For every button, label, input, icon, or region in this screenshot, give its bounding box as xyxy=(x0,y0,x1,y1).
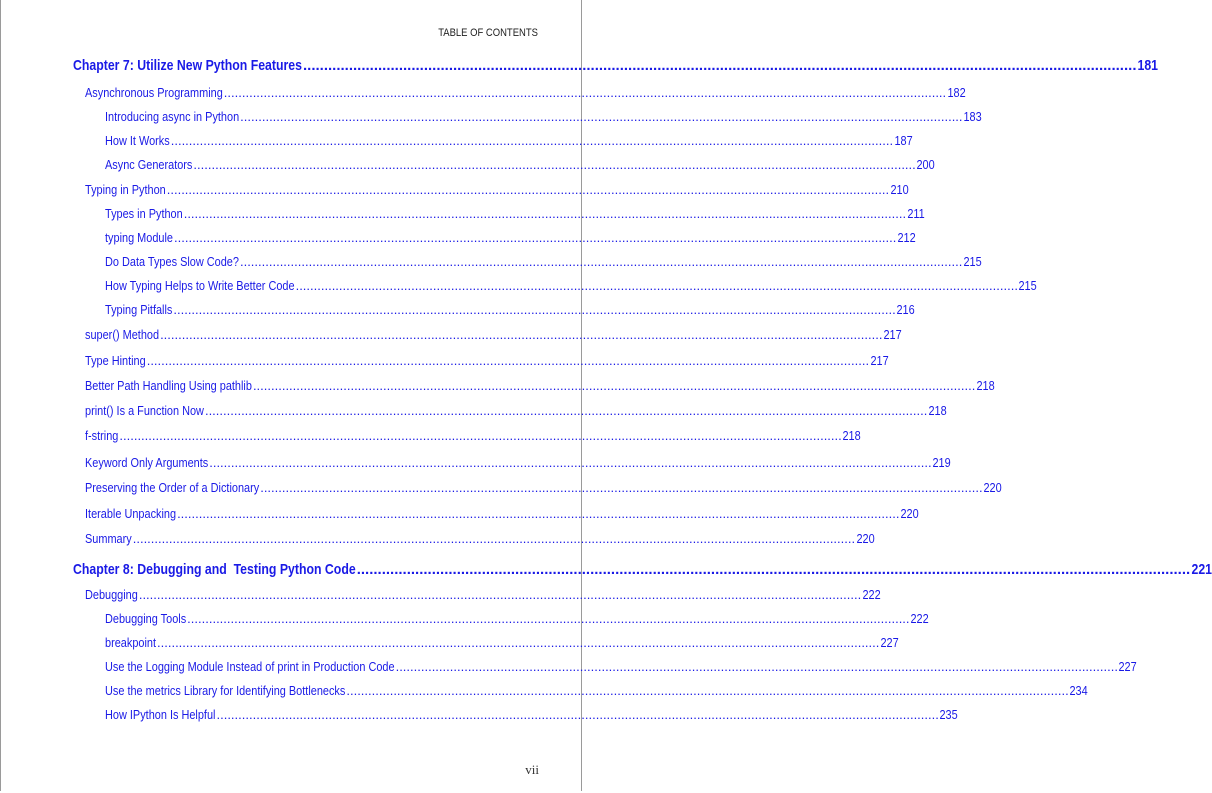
toc-entry-page: 234 xyxy=(1069,683,1088,698)
toc-entry-title: Better Path Handling Using pathlib xyxy=(85,378,252,393)
toc-entry[interactable] xyxy=(85,85,966,101)
toc-entry[interactable] xyxy=(105,133,913,149)
toc-entry-page: 218 xyxy=(842,428,861,443)
toc-entry-title: Preserving the Order of a Dictionary xyxy=(85,480,260,495)
toc-entry[interactable] xyxy=(105,157,936,173)
toc-entry[interactable] xyxy=(105,254,982,270)
toc-entry[interactable] xyxy=(85,327,902,343)
toc-entry-page: 221 xyxy=(1191,561,1212,578)
toc-leader-dots: ........................................................................................................................................................................................................ xyxy=(160,327,883,342)
toc-leader-dots: ........................................................................................................................................................................................................ xyxy=(302,57,1137,74)
toc-entry[interactable] xyxy=(105,206,925,222)
toc-entry-page: 187 xyxy=(894,133,913,148)
toc-leader-dots: ........................................................................................................................................................................................................ xyxy=(395,659,1118,674)
toc-entry-page: 220 xyxy=(983,480,1002,495)
toc-leader-dots: ........................................................................................................................................................................................................ xyxy=(170,133,894,148)
toc-leader-dots: ........................................................................................................................................................................................................ xyxy=(346,683,1069,698)
toc-entry-page: 219 xyxy=(932,455,951,470)
toc-leader-dots: ........................................................................................................................................................................................................ xyxy=(295,278,1018,293)
toc-entry-title: Introducing async in Python xyxy=(105,109,240,124)
toc-leader-dots: ........................................................................................................................................................................................................ xyxy=(260,480,983,495)
toc-entry-title: Chapter 7: Utilize New Python Features xyxy=(73,57,302,74)
toc-entry-title: breakpoint xyxy=(105,635,157,650)
toc-entry-page: 215 xyxy=(963,254,982,269)
toc-entry-title: Debugging Tools xyxy=(105,611,187,626)
toc-leader-dots: ........................................................................................................................................................................................................ xyxy=(204,403,928,418)
toc-leader-dots: ........................................................................................................................................................................................................ xyxy=(183,206,907,221)
toc-entry-title: Type Hinting xyxy=(85,353,146,368)
toc-entry-page: 218 xyxy=(928,403,947,418)
toc-entry-title: super() Method xyxy=(85,327,160,342)
toc-leader-dots: ........................................................................................................................................................................................................ xyxy=(173,302,896,317)
toc-leader-dots: ........................................................................................................................................................................................................ xyxy=(132,531,856,546)
toc-leader-dots: ........................................................................................................................................................................................................ xyxy=(239,254,963,269)
toc-entry-page: 220 xyxy=(856,531,875,546)
toc-entry[interactable] xyxy=(105,278,1038,294)
toc-leader-dots: ........................................................................................................................................................................................................ xyxy=(216,707,939,722)
toc-entry-title: Async Generators xyxy=(105,157,193,172)
toc-entry-page: 211 xyxy=(907,206,925,221)
toc-entry-title: Typing in Python xyxy=(85,182,166,197)
toc-entry[interactable] xyxy=(85,182,909,198)
toc-entry[interactable] xyxy=(85,506,919,522)
toc-entry[interactable] xyxy=(105,707,959,723)
toc-entry-title: How IPython Is Helpful xyxy=(105,707,216,722)
toc-entry-title: Asynchronous Programming xyxy=(85,85,223,100)
toc-leader-dots: ........................................................................................................................................................................................................ xyxy=(240,109,963,124)
toc-entry[interactable] xyxy=(105,635,899,651)
toc-entry-title: Keyword Only Arguments xyxy=(85,455,209,470)
toc-entry[interactable] xyxy=(105,659,1138,675)
toc-entry-page: 215 xyxy=(1018,278,1038,293)
toc-entry[interactable] xyxy=(105,611,929,627)
toc-leader-dots: ........................................................................................................................................................................................................ xyxy=(187,611,910,626)
toc-entry-title: Use the metrics Library for Identifying Bottlenecks xyxy=(105,683,346,698)
toc-entry[interactable] xyxy=(105,230,916,246)
toc-leader-dots: ........................................................................................................................................................................................................ xyxy=(157,635,880,650)
toc-entry-title: Use the Logging Module Instead of print in Production Code xyxy=(105,659,395,674)
toc-entry-title: Summary xyxy=(85,531,132,546)
toc-leader-dots: ........................................................................................................................................................................................................ xyxy=(166,182,890,197)
toc-entry-title: Iterable Unpacking xyxy=(85,506,177,521)
toc-entry-page: 183 xyxy=(963,109,982,124)
toc-entry-title: print() Is a Function Now xyxy=(85,403,204,418)
toc-entry-title: f-string xyxy=(85,428,119,443)
toc-entry[interactable] xyxy=(105,683,1088,699)
toc-entry[interactable] xyxy=(85,428,861,444)
toc-entry-title: typing Module xyxy=(105,230,174,245)
toc-entry-page: 217 xyxy=(870,353,889,368)
toc-leader-dots: ........................................................................................................................................................................................................ xyxy=(209,455,932,470)
toc-entry[interactable] xyxy=(105,109,982,125)
toc-entry[interactable] xyxy=(85,353,889,369)
toc-leader-dots: ........................................................................................................................................................................................................ xyxy=(193,157,916,172)
toc-entry-page: 181 xyxy=(1137,57,1159,74)
toc-entry-page: 235 xyxy=(939,707,959,722)
toc-entry[interactable] xyxy=(105,302,915,318)
toc-entry-page: 217 xyxy=(883,327,902,342)
toc-leader-dots: ........................................................................................................................................................................................................ xyxy=(252,378,976,393)
toc-leader-dots: ........................................................................................................................................................................................................ xyxy=(223,85,947,100)
toc-entry-page: 218 xyxy=(976,378,995,393)
toc-chapter-entry[interactable] xyxy=(73,57,1159,75)
toc-entry[interactable] xyxy=(85,403,947,419)
toc-entry[interactable] xyxy=(85,480,1002,496)
toc-chapter-entry[interactable] xyxy=(73,561,1212,579)
toc-entry-title: Types in Python xyxy=(105,206,183,221)
toc-entry[interactable] xyxy=(85,531,875,547)
toc-entry-page: 222 xyxy=(910,611,929,626)
toc-entry-page: 212 xyxy=(897,230,916,245)
toc-entry-page: 227 xyxy=(880,635,899,650)
toc-entry-title: Typing Pitfalls xyxy=(105,302,173,317)
page-number: vii xyxy=(525,762,539,777)
toc-entry[interactable] xyxy=(85,587,881,603)
toc-entry-page: 182 xyxy=(947,85,966,100)
toc-entry-page: 210 xyxy=(890,182,909,197)
toc-leader-dots: ........................................................................................................................................................................................................ xyxy=(119,428,842,443)
toc-entry-page: 220 xyxy=(900,506,919,521)
toc-entry-title: Chapter 8: Debugging and Testing Python Code xyxy=(73,561,356,578)
toc-leader-dots: ........................................................................................................................................................................................................ xyxy=(174,230,897,245)
toc-entry-page: 200 xyxy=(916,157,936,172)
toc-entry[interactable] xyxy=(85,378,995,394)
toc-entry[interactable] xyxy=(85,455,951,471)
toc-entry-title: How Typing Helps to Write Better Code xyxy=(105,278,295,293)
toc-leader-dots: ........................................................................................................................................................................................................ xyxy=(146,353,870,368)
toc-entry-page: 222 xyxy=(862,587,881,602)
toc-entry-title: Do Data Types Slow Code? xyxy=(105,254,239,269)
toc-entry-title: How It Works xyxy=(105,133,170,148)
running-head: TABLE OF CONTENTS xyxy=(438,27,538,39)
toc-leader-dots: ........................................................................................................................................................................................................ xyxy=(356,561,1191,578)
toc-entry-page: 216 xyxy=(896,302,915,317)
toc-entry-title: Debugging xyxy=(85,587,138,602)
toc-entry-page: 227 xyxy=(1118,659,1138,674)
toc-leader-dots: ........................................................................................................................................................................................................ xyxy=(177,506,900,521)
toc-leader-dots: ........................................................................................................................................................................................................ xyxy=(138,587,862,602)
